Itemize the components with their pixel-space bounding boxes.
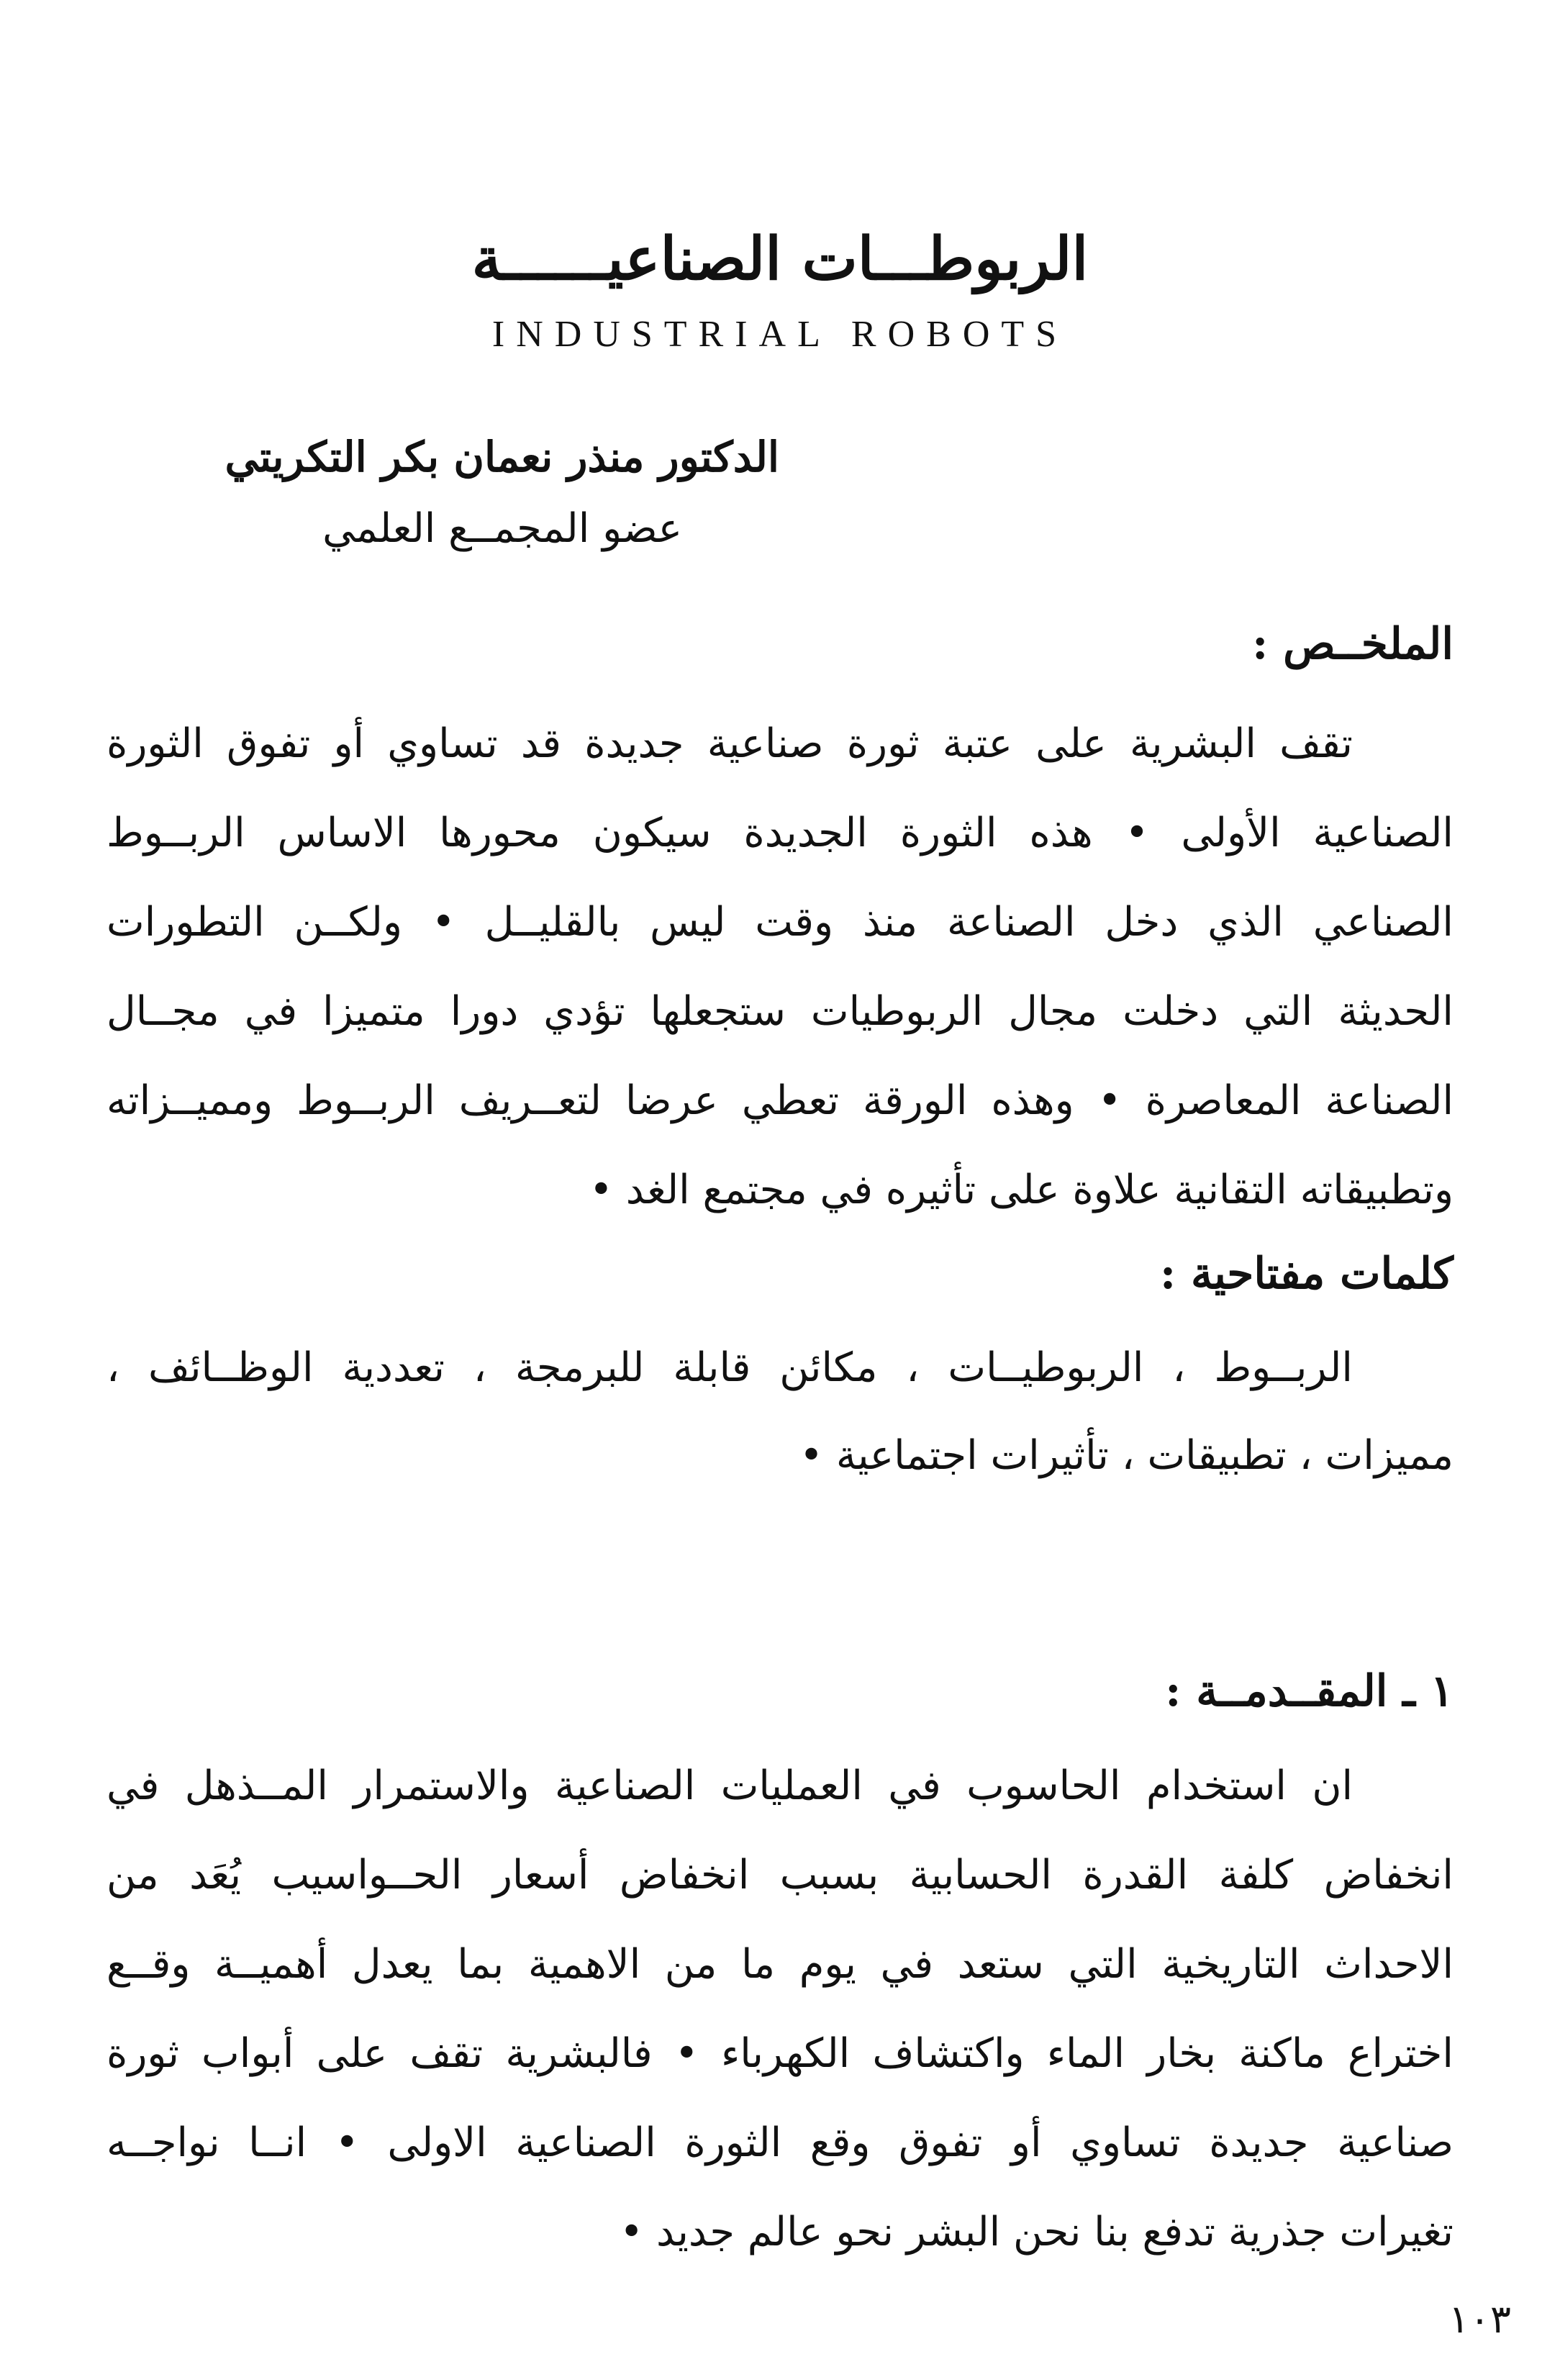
introduction-line: تغيرات جذرية تدفع بنا نحن البشر نحو عالم جديد • <box>620 2209 1454 2255</box>
introduction-line: الاحداث التاريخية التي ستعد في يوم ما من الاهمية بما يعدل أهميــة وقــع <box>106 1941 1454 1988</box>
introduction-line: اختراع ماكنة بخار الماء واكتشاف الكهرباء • فالبشرية تقف على أبواب ثورة <box>106 2030 1454 2077</box>
introduction-line: صناعية جديدة تساوي أو تفوق وقع الثورة الصناعية الاولى • انــا نواجــه <box>106 2119 1454 2166</box>
keywords-heading: كلمات مفتاحية : <box>1159 1249 1454 1299</box>
keywords-line: مميزات ، تطبيقات ، تأثيرات اجتماعية • <box>799 1432 1454 1479</box>
introduction-line: ان استخدام الحاسوب في العمليات الصناعية والاستمرار المــذهل في <box>106 1763 1353 1809</box>
abstract-line: تقف البشرية على عتبة ثورة صناعية جديدة قد تساوي أو تفوق الثورة <box>106 720 1353 767</box>
introduction-paragraph <box>106 1742 1454 2277</box>
abstract-line: الصناعية الأولى • هذه الثورة الجديدة سيكون محورها الاساس الربــوط <box>106 810 1454 856</box>
english-title: INDUSTRIAL ROBOTS <box>491 314 1069 355</box>
author-name: الدكتور منذر نعمان بكر التكريتي <box>225 433 779 481</box>
keywords-paragraph <box>106 1324 1454 1500</box>
author-affiliation: عضو المجمــع العلمي <box>322 505 682 552</box>
page-number: ١٠٣ <box>1448 2297 1511 2342</box>
introduction-line: انخفاض كلفة القدرة الحسابية بسبب انخفاض أسعار الحــواسيب يُعَد من <box>106 1852 1454 1899</box>
abstract-paragraph <box>106 700 1454 1235</box>
abstract-line: وتطبيقاته التقانية علاوة على تأثيره في مجتمع الغد • <box>589 1167 1454 1213</box>
abstract-line: الحديثة التي دخلت مجال الربوطيات ستجعلها تؤدي دورا متميزا في مجــال <box>106 988 1454 1035</box>
arabic-title: الربوطـــات الصناعيــــــة <box>471 225 1089 294</box>
abstract-line: الصناعة المعاصرة • وهذه الورقة تعطي عرضا لتعــريف الربــوط ومميــزاته <box>106 1077 1454 1124</box>
introduction-heading: ١ ـ المقــدمــة : <box>1165 1666 1454 1716</box>
abstract-line: الصناعي الذي دخل الصناعة منذ وقت ليس بالقليــل • ولكــن التطورات <box>106 899 1454 946</box>
keywords-line: الربــوط ، الربوطيــات ، مكائن قابلة للبرمجة ، تعددية الوظــائف ، <box>106 1344 1353 1391</box>
abstract-heading: الملخــص : <box>1252 619 1454 669</box>
